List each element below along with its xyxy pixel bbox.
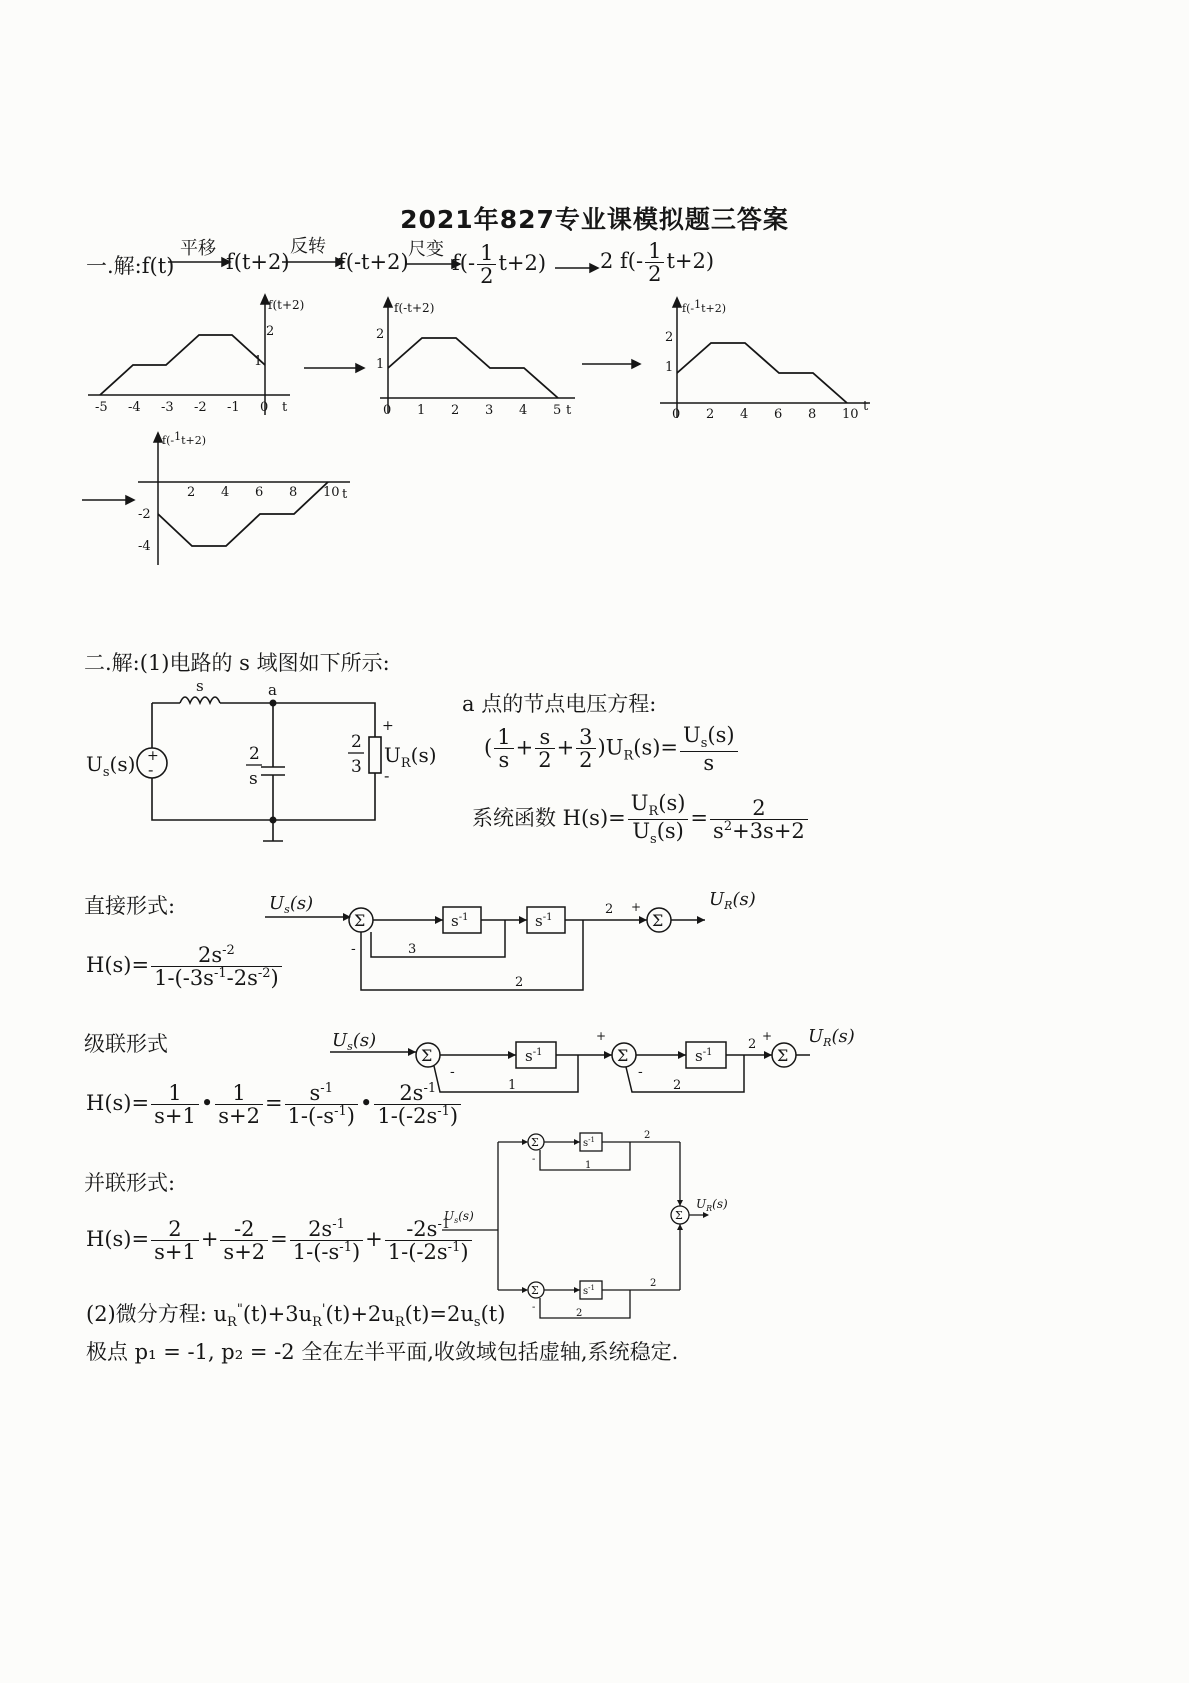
plot1-xticks (95, 400, 268, 415)
cascade-minus1: - (450, 1064, 455, 1080)
parallel-gain-top: 2 (644, 1130, 651, 1141)
xtick-label: 4 (519, 403, 528, 418)
plot-f-neg-t-plus-2 (370, 298, 590, 423)
s-domain-circuit (80, 675, 450, 850)
cascade-in-label: $U_s(s)$ (332, 1030, 377, 1053)
part2-heading: 二.解:(1)电路的 s 域图如下所示: (84, 651, 390, 675)
node-a-label: a (268, 681, 277, 699)
plot3-ytick-2: 2 (665, 330, 674, 345)
xtick-label: -5 (95, 400, 108, 415)
cascade-plus1: + (596, 1029, 607, 1043)
plot3-ytick-1: 1 (665, 360, 674, 375)
plot1-xlabel: t (282, 400, 288, 415)
parallel-out-label: $U_R(s)$ (696, 1197, 728, 1213)
xtick-label: 8 (808, 407, 817, 422)
cascade-block2: $s^{-1}$ (695, 1047, 713, 1065)
parallel-block-bot: $s^{-1}$ (583, 1284, 595, 1297)
xtick-label: 0 (672, 407, 681, 422)
plot2-curve (388, 338, 558, 398)
cap-den: s (249, 769, 258, 789)
direct-form-diagram (265, 885, 765, 1000)
plot2-xticks (383, 403, 561, 418)
direct-sum1: Σ (354, 911, 366, 930)
cascade-form-diagram (330, 1022, 870, 1102)
cascade-minus2: - (638, 1064, 643, 1080)
plot3-curve (677, 343, 847, 403)
xtick-label: 2 (451, 403, 460, 418)
xtick-label: -3 (161, 400, 174, 415)
xtick-label: 5 (553, 403, 562, 418)
svg-text:+: + (147, 748, 159, 764)
parallel-gain-bot: 2 (650, 1278, 657, 1289)
xtick-label: 4 (740, 407, 749, 422)
plot-f-t-plus-2 (80, 295, 310, 425)
xtick-label: 0 (260, 400, 269, 415)
parallel-sum-top: Σ (531, 1136, 539, 1149)
plot4-ytick-neg4: -4 (138, 539, 151, 554)
direct-block2: $s^{-1}$ (535, 912, 553, 930)
plot2-ylabel: f(-t+2) (394, 301, 435, 315)
direct-gain-fwd: 2 (605, 902, 614, 917)
direct-sum2: Σ (652, 911, 664, 930)
direct-minus: - (351, 941, 356, 957)
cascade-block1: $s^{-1}$ (525, 1047, 543, 1065)
cascade-gain1: 1 (508, 1078, 517, 1093)
chain-f3: f(- $\frac{1}{2}$ t+2) (452, 241, 547, 289)
cascade-sum1: Σ (421, 1046, 433, 1065)
chain-f4: 2 f(- $\frac{1}{2}$ t+2) (600, 239, 715, 287)
chain-arrows (0, 0, 1189, 330)
plot4-curve (158, 482, 328, 546)
op-shift: 平移 (180, 238, 216, 259)
cascade-plus2: + (762, 1029, 773, 1043)
parallel-minus-bot: - (532, 1302, 536, 1313)
cascade-heading: 级联形式 (84, 1032, 168, 1056)
direct-plus: + (631, 900, 642, 914)
direct-gain-fb1: 3 (408, 942, 417, 957)
node-eq-heading: a 点的节点电压方程: (462, 692, 657, 716)
cascade-gain2: 2 (673, 1078, 682, 1093)
xtick-label: 6 (774, 407, 783, 422)
cascade-out-label: $U_R(s)$ (808, 1026, 855, 1049)
parallel-block-top: $s^{-1}$ (583, 1136, 595, 1149)
plot-f-scaled (655, 298, 885, 423)
poles-statement: 极点 p₁ = -1, p₂ = -2 全在左半平面,收敛域包括虚轴,系统稳定. (86, 1340, 679, 1364)
xtick-label: 2 (706, 407, 715, 422)
chain-f2: f(-t+2) (338, 250, 409, 274)
arrow-2 (578, 354, 648, 374)
xtick-label: 8 (289, 485, 298, 500)
xtick-label: -4 (128, 400, 141, 415)
transfer-function: 系统函数 H(s)= $\frac{U_R(s)}{U_s(s)}$ = $\frac{2}{s^2+3s+2}$ (472, 792, 810, 847)
cascade-sum2: Σ (617, 1046, 629, 1065)
op-scale: 尺变 (408, 239, 444, 260)
plot4-xlabel: t (342, 487, 348, 502)
res-den: 3 (351, 757, 362, 777)
direct-in-label: $U_s(s)$ (269, 893, 314, 916)
output-label: $U_R(s)$ (384, 743, 437, 771)
xtick-label: -1 (227, 400, 240, 415)
plot2-ytick-2: 2 (376, 327, 385, 342)
plot3-xticks (672, 407, 859, 422)
cascade-gain-fwd: 2 (748, 1037, 757, 1052)
direct-heading: 直接形式: (84, 894, 176, 918)
direct-out-label: $U_R(s)$ (709, 889, 756, 912)
parallel-gain-bot-fb: 2 (576, 1308, 583, 1319)
out-plus: + (382, 718, 394, 734)
plot1-ylabel: f(t+2) (268, 298, 305, 312)
xtick-label: 6 (255, 485, 264, 500)
source-label: $U_s(s)$ (86, 752, 136, 780)
xtick-label: 4 (221, 485, 230, 500)
op-reverse: 反转 (290, 236, 326, 257)
plot2-ytick-1: 1 (376, 357, 385, 372)
chain-f0: f(t) (141, 254, 175, 278)
page-title: 2021年827专业课模拟题三答案 (400, 205, 789, 234)
cap-num: 2 (249, 744, 260, 764)
xtick-label: 10 (323, 485, 340, 500)
parallel-gain-top-fb: 1 (585, 1160, 592, 1171)
diff-equation: (2)微分方程: $u_R^"(t)+3u_R'(t)+2u_R(t)=2u_s(t)$ (86, 1302, 506, 1331)
cascade-h: H(s)= $\frac{1}{s+1}$ • $\frac{1}{s+2}$ = $\frac{s^{-1}}{1-(-s^{-1})}$ • $\frac{2s^{-1}}{1-(-2s^{-1})}$ (86, 1082, 463, 1127)
direct-h: H(s)= $\frac{2s^{-2}}{1-(-3s^{-1}-2s^{-2})}$ (86, 944, 284, 989)
plot4-ytick-neg2: -2 (138, 507, 151, 522)
chain-f1: f(t+2) (226, 250, 290, 274)
parallel-heading: 并联形式: (84, 1171, 176, 1195)
xtick-label: 1 (417, 403, 426, 418)
xtick-label: 0 (383, 403, 392, 418)
svg-text:-: - (148, 760, 154, 779)
plot1-curve (100, 335, 265, 395)
direct-gain-fb2: 2 (515, 975, 524, 990)
node-eq: ( $\frac{1}{s}$ + $\frac{s}{2}$ + $\frac{3}{2}$ )$U_R(s)=$ $\frac{U_s(s)}{s}$ (484, 724, 740, 774)
plot2-xlabel: t (566, 403, 572, 418)
parallel-minus-top: - (532, 1154, 536, 1165)
inductor-label: s (196, 677, 204, 695)
out-minus: - (384, 766, 390, 785)
plot3-ylabel: f(-1t+2) (682, 298, 727, 315)
plot1-ytick-2: 2 (266, 324, 275, 339)
plot-2f-scaled (130, 430, 370, 570)
xtick-label: 3 (485, 403, 494, 418)
xtick-label: -2 (194, 400, 207, 415)
plot1-ytick-1: 1 (254, 354, 263, 369)
parallel-h: H(s)= $\frac{2}{s+1}$ + $\frac{-2}{s+2}$ = $\frac{2s^{-1}}{1-(-s^{-1})}$ + $\frac{-2s^{-1}}{1-(-2s^{-1})}$ (86, 1218, 474, 1263)
direct-block1: $s^{-1}$ (451, 912, 469, 930)
parallel-sum-out: Σ (675, 1209, 683, 1222)
part1-label: 一.解: (86, 254, 142, 278)
res-num: 2 (351, 732, 362, 752)
arrow-1 (300, 358, 370, 378)
parallel-sum-bot: Σ (531, 1284, 539, 1297)
xtick-label: 2 (187, 485, 196, 500)
parallel-in-label: $U_s(s)$ (444, 1209, 474, 1225)
plot4-ylabel: f(-1t+2) (162, 430, 207, 447)
xtick-label: 10 (842, 407, 859, 422)
plot3-xlabel: t (863, 399, 869, 414)
cascade-sum3: Σ (777, 1046, 789, 1065)
